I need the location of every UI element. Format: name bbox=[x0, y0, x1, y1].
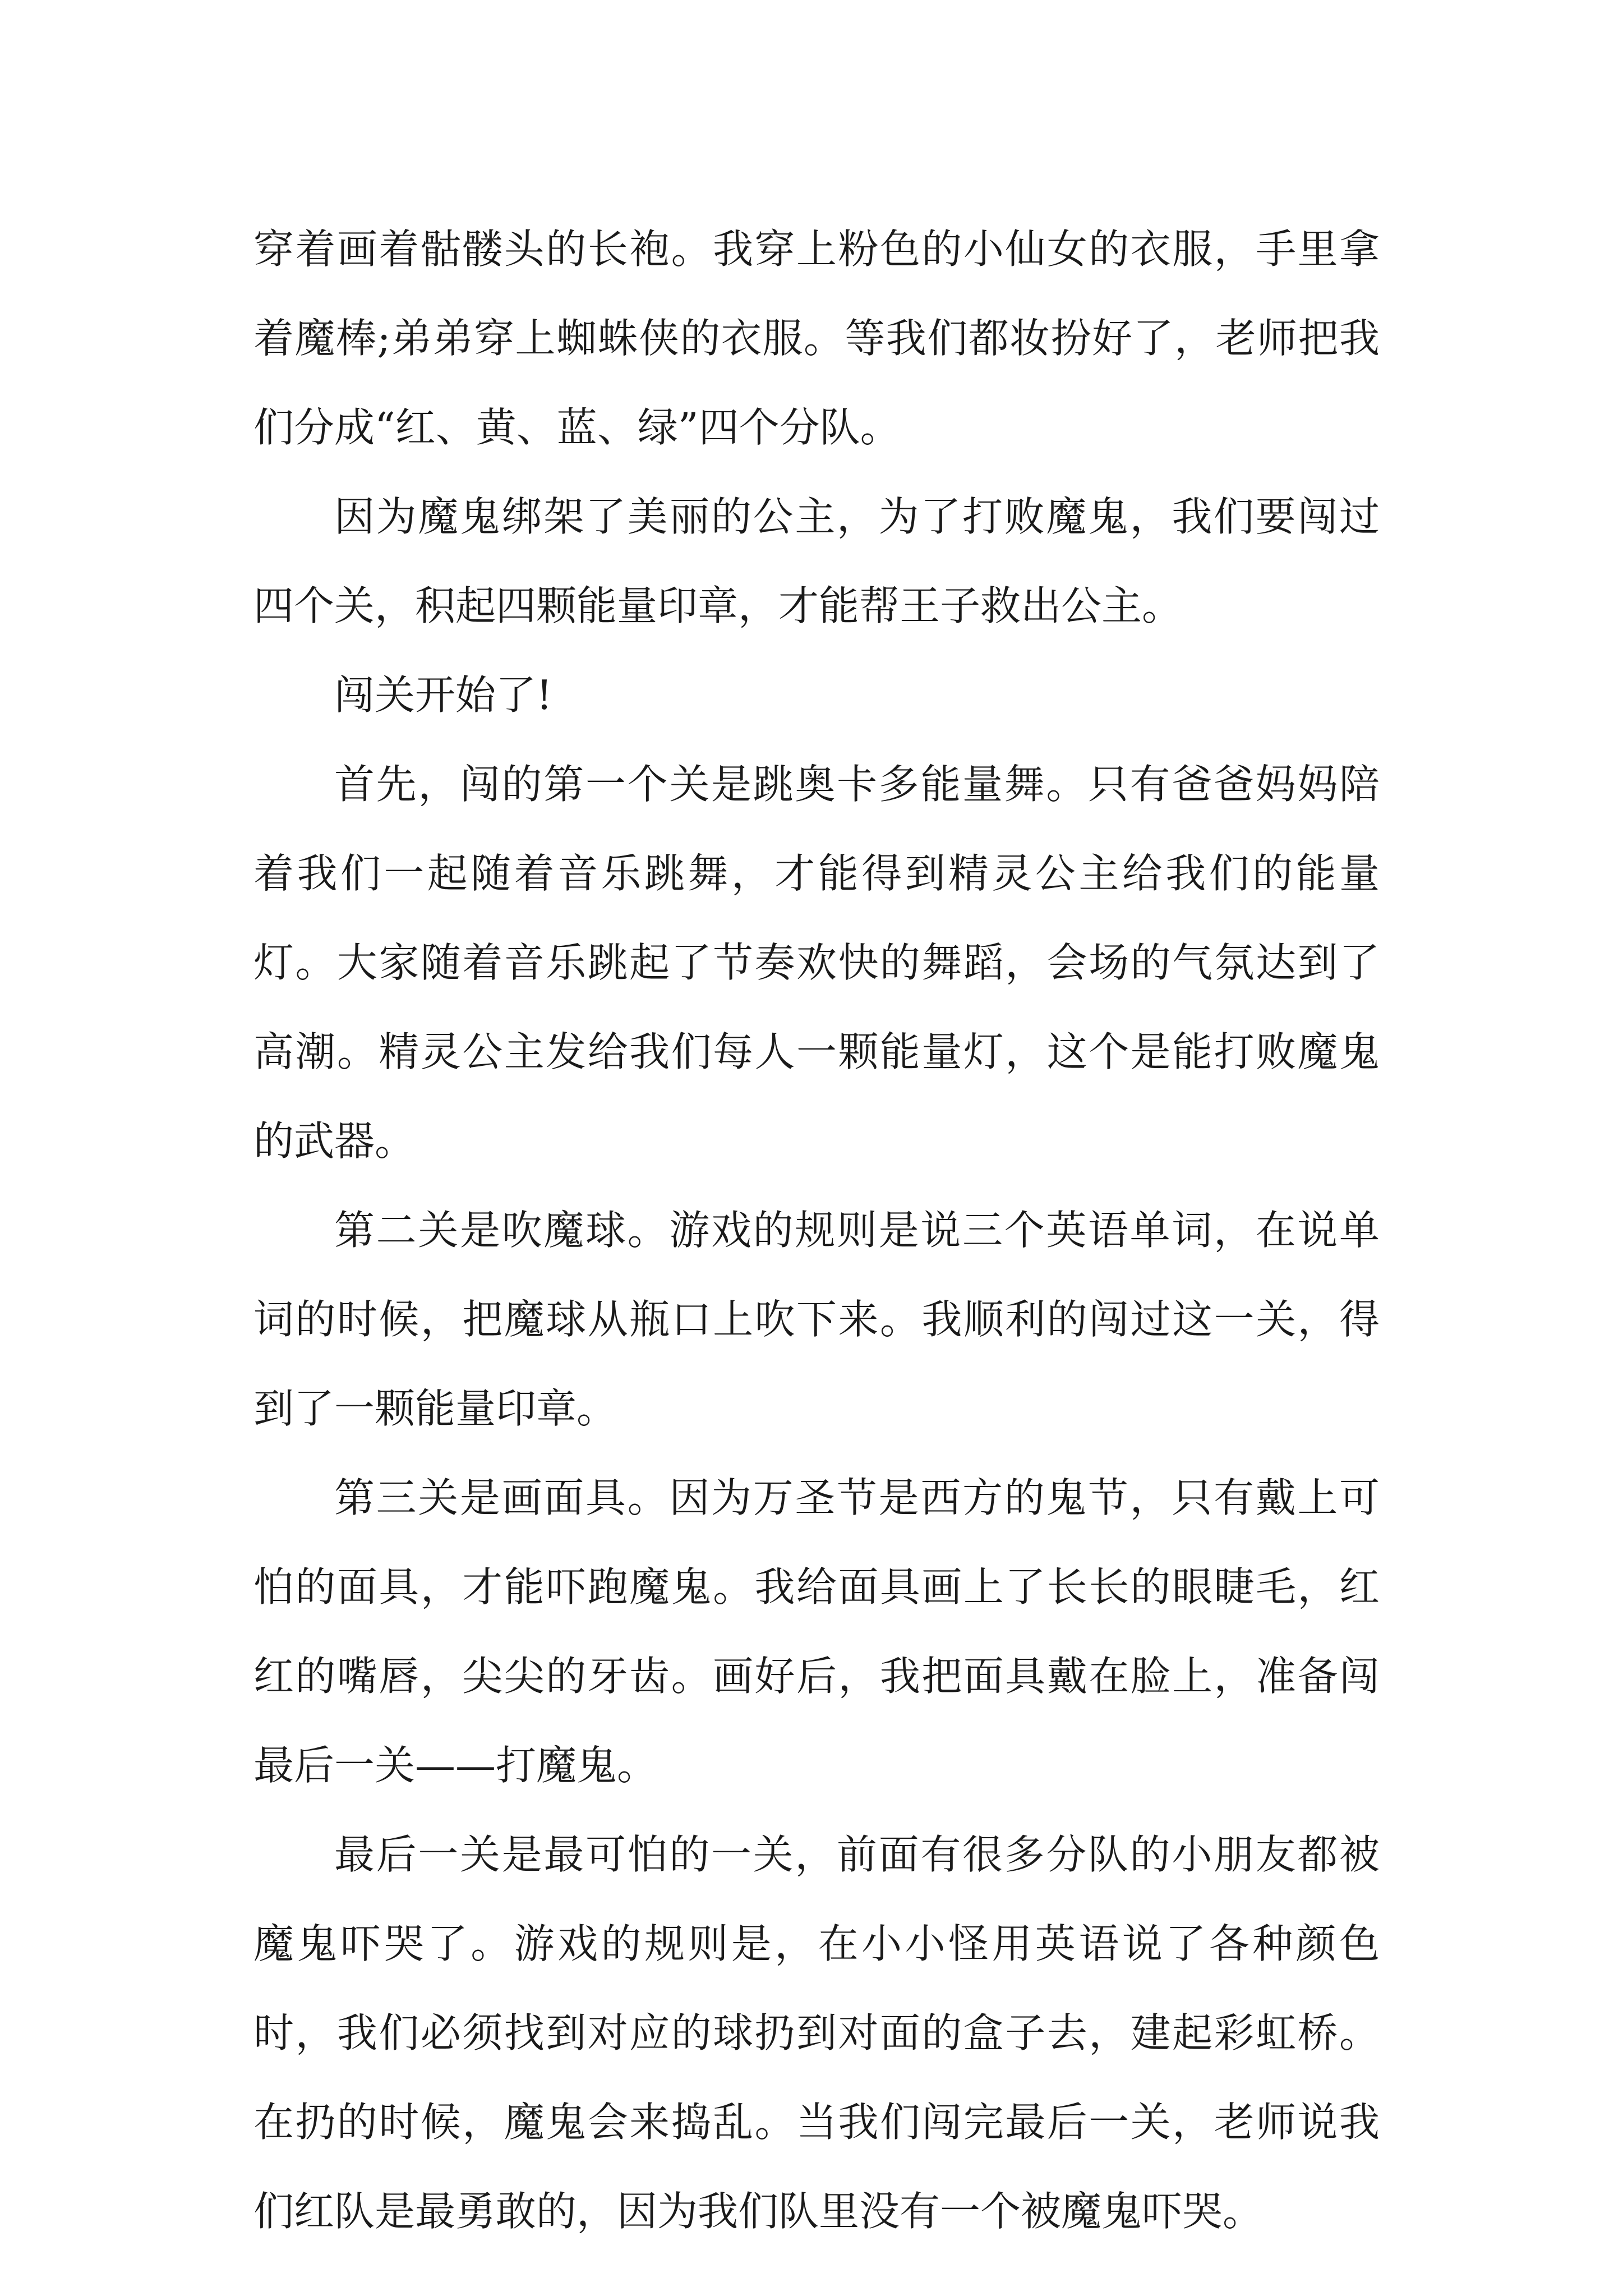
paragraph-4: 首先，闯的第一个关是跳奥卡多能量舞。只有爸爸妈妈陪着我们一起随着音乐跳舞，才能得到精灵公主给我们的能量灯。大家随着音乐跳起了节奏欢快的舞蹈，会场的气氛达到了高潮。精灵公主发给我们每人一颗能量灯，这个是能打败魔鬼的武器。 bbox=[253, 761, 1380, 1165]
paragraph-1: 穿着画着骷髅头的长袍。我穿上粉色的小仙女的衣服，手里拿着魔棒;弟弟穿上蜘蛛侠的衣服。等我们都妆扮好了，老师把我们分成“红、黄、蓝、绿”四个分队。 bbox=[253, 226, 1380, 451]
paragraph-3: 闯关开始了! bbox=[334, 671, 552, 719]
paragraph-6: 第三关是画面具。因为万圣节是西方的鬼节，只有戴上可怕的面具，才能吓跑魔鬼。我给面具画上了长长的眼睫毛，红红的嘴唇，尖尖的牙齿。画好后，我把面具戴在脸上，准备闯最后一关——打魔鬼。 bbox=[253, 1474, 1380, 1789]
paragraph-2: 因为魔鬼绑架了美丽的公主，为了打败魔鬼，我们要闯过四个关，积起四颗能量印章，才能帮王子救出公主。 bbox=[253, 493, 1380, 629]
paragraph-7: 最后一关是最可怕的一关，前面有很多分队的小朋友都被魔鬼吓哭了。游戏的规则是，在小小怪用英语说了各种颜色时，我们必须找到对应的球扔到对面的盒子去，建起彩虹桥。在扔的时候，魔鬼会来捣乱。当我们闯完最后一关，老师说我们红队是最勇敢的，因为我们队里没有一个被魔鬼吓哭。 bbox=[253, 1831, 1380, 2235]
paragraph-5: 第二关是吹魔球。游戏的规则是说三个英语单词，在说单词的时候，把魔球从瓶口上吹下来。我顺利的闯过这一关，得到了一颗能量印章。 bbox=[253, 1207, 1380, 1432]
document-body bbox=[253, 205, 1380, 2256]
